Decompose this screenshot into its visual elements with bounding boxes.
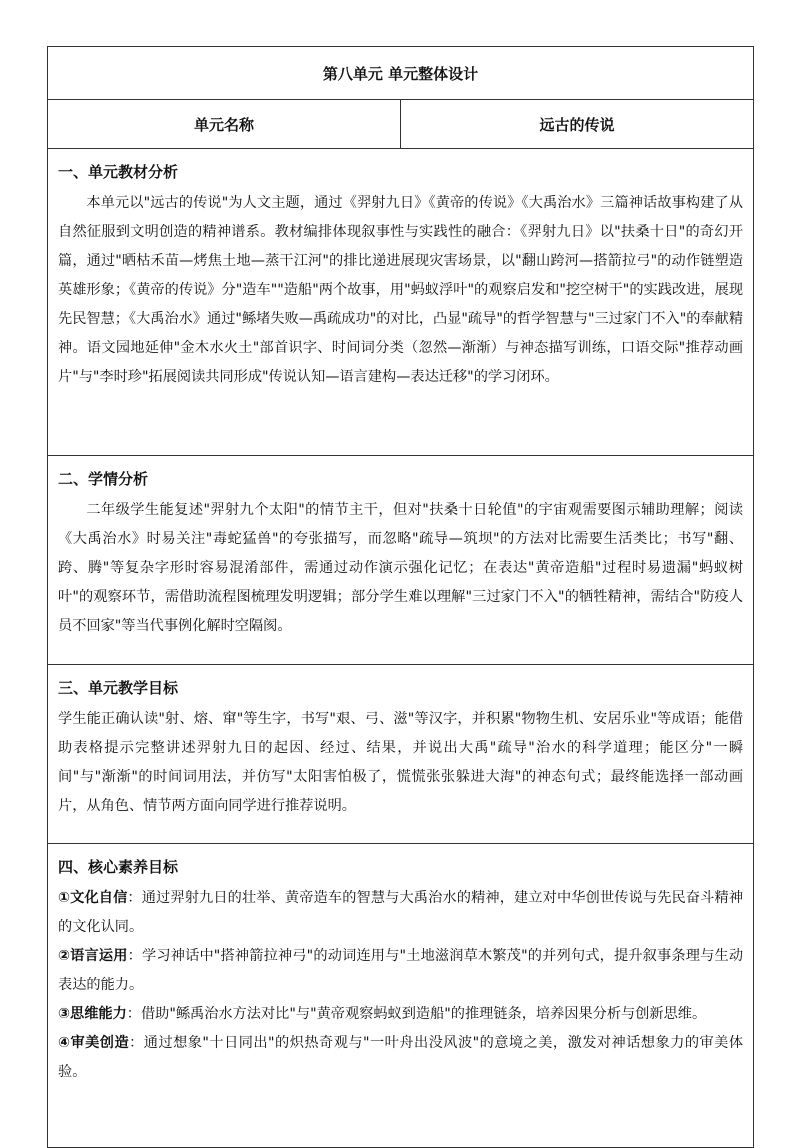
goal-label: ④审美创造 (58, 1035, 130, 1051)
table-title: 第八单元 单元整体设计 (48, 47, 754, 100)
section-heading: 二、学情分析 (58, 470, 149, 488)
section-body: 学生能正确认读"射、熔、窜"等生字，书写"艰、弓、滋"等汉字，并积累"物物生机、安居乐业"等成语；能借助表格提示完整讲述羿射九日的起因、经过、结果，并说出大禹"疏导"治水的科学道理；能区分"一瞬间"与"渐渐"的时间词用法，并仿写"太阳害怕极了，慌慌张张躲进大海"的神态句式；最终能选择一部动画片，从角色、情节两方面向同学进行推荐说明。 (58, 711, 744, 814)
goal-text: ：借助"鲧禹治水方法对比"与"黄帝观察蚂蚁到造船"的推理链条，培养因果分析与创新思维。 (126, 1006, 707, 1022)
document-page (47, 46, 753, 1148)
section-heading: 四、核心素养目标 (58, 858, 179, 876)
section-body: 本单元以"远古的传说"为人文主题，通过《羿射九日》《黄帝的传说》《大禹治水》三篇神话故事构建了从自然征服到文明创造的精神谱系。教材编排体现叙事性与实践性的融合：《羿射九日》以"扶桑十日"的奇幻开篇，通过"晒枯禾苗—烤焦土地—蒸干江河"的排比递进展现灾害场景，以"翻山跨河—搭箭拉弓"的动作链塑造英雄形象；《黄帝的传说》分"造车""造船"两个故事，用"蚂蚁浮叶"的观察启发和"挖空树干"的实践改进，展现先民智慧；《大禹治水》通过"鲧堵失败—禹疏成功"的对比，凸显"疏导"的哲学智慧与"三过家门不入"的奉献精神。语文园地延伸"金木水火土"部首识字、时间词分类（忽然—渐渐）与神态描写训练，口语交际"推荐动画片"与"李时珍"拓展阅读共同形成"传说认知—语言建构—表达迁移"的学习闭环。 (58, 195, 744, 385)
section-material-analysis (48, 149, 754, 456)
unit-name-value: 远古的传说 (401, 100, 754, 149)
goal-item (58, 884, 743, 942)
section-teaching-goals (48, 665, 754, 844)
goal-text: ：通过想象"十日同出"的炽热奇观与"一叶舟出没风波"的意境之美，激发对神话想象力的审美体验。 (58, 1035, 744, 1080)
section-heading: 三、单元教学目标 (58, 679, 179, 697)
goal-label: ①文化自信 (58, 890, 128, 906)
goal-text: ：学习神话中"搭神箭拉神弓"的动词连用与"土地滋润草木繁茂"的并列句式，提升叙事条理与生动表达的能力。 (58, 948, 744, 993)
section-body: 二年级学生能复述"羿射九个太阳"的情节主干，但对"扶桑十日轮值"的宇宙观需要图示辅助理解；阅读《大禹治水》时易关注"毒蛇猛兽"的夸张描写，而忽略"疏导—筑坝"的方法对比需要生活类比；书写"翻、跨、腾"等复杂字形时容易混淆部件，需通过动作演示强化记忆；在表达"黄帝造船"过程时易遗漏"蚂蚁树叶"的观察环节，需借助流程图梳理发明逻辑；部分学生难以理解"三过家门不入"的牺牲精神，需结合"防疫人员不回家"等当代事例化解时空隔阂。 (58, 502, 744, 634)
goal-item (58, 1029, 743, 1087)
goal-label: ②语言运用 (58, 948, 128, 964)
goal-item (58, 1000, 743, 1029)
section-learner-analysis (48, 456, 754, 665)
goal-item (58, 942, 743, 1000)
goal-label: ③思维能力 (58, 1006, 127, 1022)
unit-name-label: 单元名称 (48, 100, 401, 149)
section-heading: 一、单元教材分析 (58, 163, 179, 181)
goal-text: ：通过羿射九日的壮举、黄帝造车的智慧与大禹治水的精神，建立对中华创世传说与先民奋斗精神的文化认同。 (58, 890, 744, 935)
section-core-literacy-goals (48, 844, 754, 1148)
unit-design-table (47, 46, 754, 1148)
